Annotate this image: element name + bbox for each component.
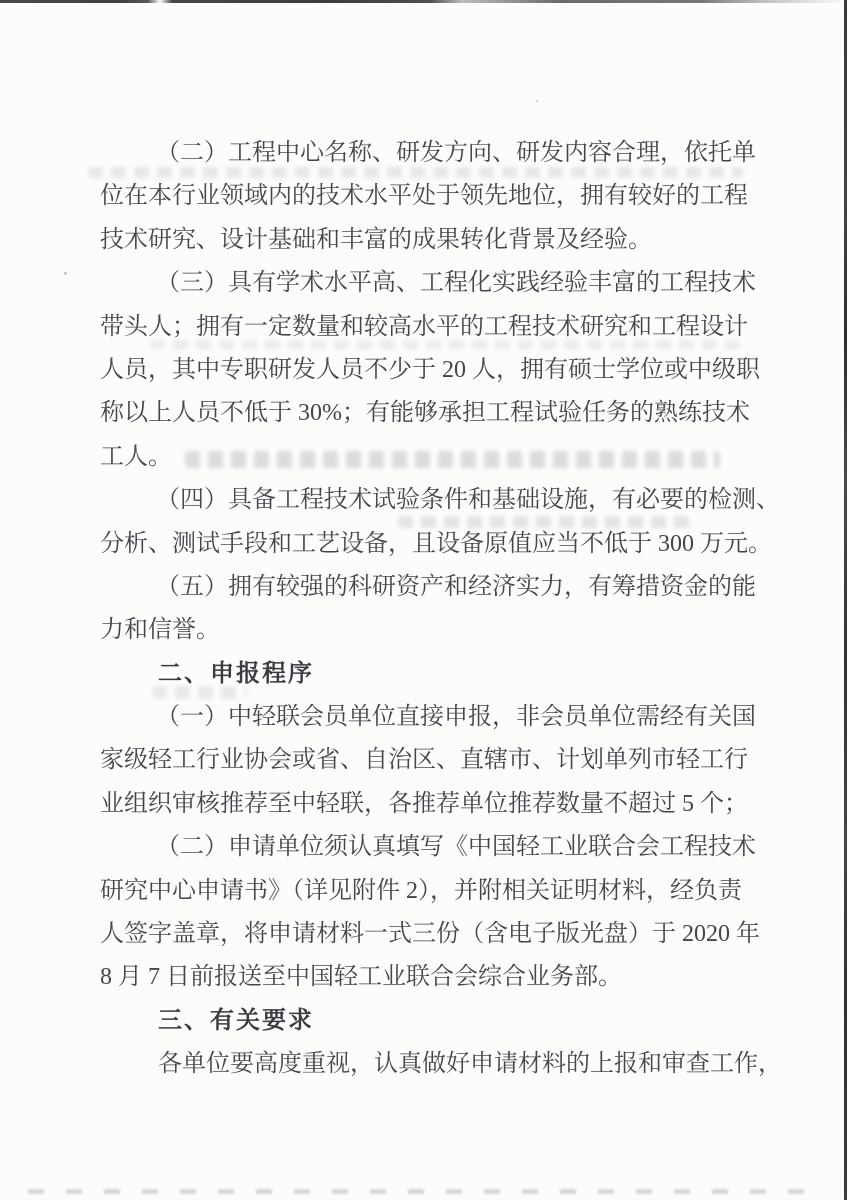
doc-line: 家级轻工行业协会或省、自治区、直辖市、计划单列市轻工行 (100, 747, 748, 774)
doc-line: 研究中心申请书》（详见附件 2），并附相关证明材料，经负责 (100, 877, 742, 904)
doc-line: （四）具备工程技术试验条件和基础设施，有必要的检测、 (156, 487, 780, 514)
doc-line: 力和信誉。 (100, 617, 220, 644)
section-heading-requirements: 三、有关要求 (158, 1007, 314, 1034)
scan-speck (536, 100, 538, 102)
doc-line: （二）工程中心名称、研发方向、研发内容合理，依托单 (156, 140, 756, 166)
doc-line: 人签字盖章，将申请材料一式三份（含电子版光盘）于 2020 年 (100, 921, 760, 948)
doc-line: （五）拥有较强的科研资产和经济实力，有筹措资金的能 (156, 573, 756, 600)
doc-line: 人员，其中专职研发人员不少于 20 人，拥有硕士学位或中级职 (100, 356, 760, 383)
doc-line: 业组织审核推荐至中轻联，各推荐单位推荐数量不超过 5 个； (100, 790, 748, 817)
scan-edge-right (844, 0, 847, 1200)
section-heading-application-procedure: 二、申报程序 (158, 660, 314, 687)
doc-line: 工人。 (100, 443, 172, 470)
doc-line: （二）申请单位须认真填写《中国轻工业联合会工程技术 (156, 834, 756, 861)
doc-line: 各单位要高度重视，认真做好申请材料的上报和审查工作， (158, 1051, 782, 1078)
doc-line: （一）中轻联会员单位直接申报，非会员单位需经有关国 (156, 704, 756, 731)
document-body (100, 132, 782, 1087)
doc-line: 位在本行业领域内的技术水平处于领先地位，拥有较好的工程 (100, 183, 748, 210)
doc-line: （三）具有学术水平高、工程化实践经验丰富的工程技术 (156, 270, 756, 297)
scan-edge-bottom (28, 1189, 812, 1194)
doc-line: 称以上人员不低于 30%；有能够承担工程试验任务的熟练技术 (100, 400, 750, 427)
scan-edge-top (0, 0, 848, 3)
doc-line: 带头人；拥有一定数量和较高水平的工程技术研究和工程设计 (100, 313, 748, 340)
doc-line: 分析、测试手段和工艺设备，且设备原值应当不低于 300 万元。 (100, 530, 772, 557)
doc-line: 8 月 7 日前报送至中国轻工业联合会综合业务部。 (100, 964, 622, 991)
scan-speck (64, 272, 67, 275)
doc-line: 技术研究、设计基础和丰富的成果转化背景及经验。 (100, 226, 652, 253)
